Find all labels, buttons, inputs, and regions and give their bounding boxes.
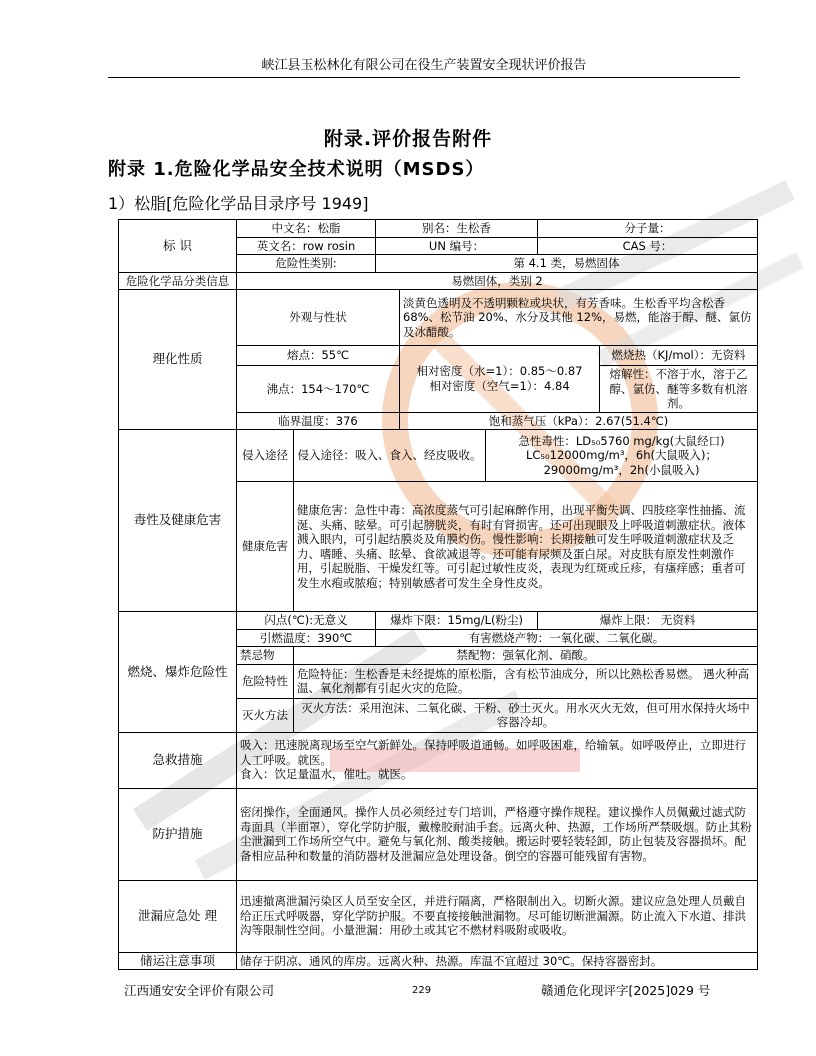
- alias: 别名：生松香: [376, 220, 538, 238]
- un-no: UN 编号：: [376, 237, 538, 255]
- appearance-value: 淡黄色透明及不透明颗粒或块状，有芳香味。生松香平均含松香 68%、松节油 20%、水分及其他 12%，易燃，能溶于醇、醚、氯仿及冰醋酸。: [400, 290, 758, 346]
- solubility: 熔解性：不溶于水，溶于乙醇、氯仿、醚等多数有机溶剂。: [600, 366, 758, 413]
- extinguish-value: 灭火方法：采用泡沫、二氧化碳、干粉、砂土灭火。用水灭火无效，但可用水保持火场中容器冷却。: [294, 698, 758, 732]
- boiling-point: 沸点：154～170℃: [237, 366, 400, 413]
- cn-name: 中文名：松脂: [237, 220, 376, 238]
- combustion-products: 有害燃烧产物：一氧化碳、二氧化碳。: [376, 629, 758, 647]
- footer-doc-number: 赣通危化现评字[2025]029 号: [541, 983, 711, 998]
- combustion-heat: 燃烧热（KJ/mol）：无资料: [600, 346, 758, 366]
- contraindication-label: 禁忌物: [237, 647, 294, 665]
- appendix-title: 附录 1.危险化学品安全技术说明（MSDS）: [108, 159, 485, 180]
- appearance-label: 外观与性状: [237, 290, 400, 346]
- footer-company: 江西通安安全评价有限公司: [124, 983, 275, 998]
- extinguish-label: 灭火方法: [237, 698, 294, 732]
- contraindication-value: 禁配物：强氧化剂、硝酸。: [294, 647, 758, 665]
- melting-point: 熔点：55℃: [237, 346, 400, 366]
- en-name: 英文名：row rosin: [237, 237, 376, 255]
- flash-point: 闪点(℃):无意义: [237, 612, 376, 630]
- identity-label: 标 识: [119, 220, 237, 273]
- density-water: 相对密度（水=1）：0.85～0.87: [416, 364, 583, 379]
- hazard-category-label: 危险性类别:: [237, 255, 376, 273]
- classification-value: 易燃固体，类别 2: [237, 272, 758, 290]
- route-value: 侵入途径：吸入、食入、经皮吸收。: [294, 430, 486, 482]
- first-aid-label: 急救措施: [119, 732, 237, 788]
- section-title: 1）松脂[危险化学品目录序号 1949]: [108, 194, 369, 213]
- page-header: 峡江县玉松林化有限公司在役生产装置安全现状评价报告: [108, 57, 740, 78]
- route-label: 侵入途径: [237, 430, 294, 482]
- main-title: 附录.评价报告附件: [323, 128, 493, 150]
- leakage-value: 迅速撤离泄漏污染区人员至安全区，并进行隔离，严格限制出入。切断火源。建议应急处理人员戴自给正压式呼吸器，穿化学防护服。不要直接接触泄漏物。尽可能切断泄漏源。防止流入下水道、排洪沟等限制性空间。小量泄漏：用砂土或其它不燃材料吸附或吸收。: [237, 880, 758, 952]
- fire-label: 燃烧、爆炸危险性: [119, 612, 237, 733]
- storage-value: 储存于阴凉、通风的库房。远离火种、热源。库温不宜超过 30℃。保持容器密封。: [237, 952, 758, 970]
- density-air: 相对密度（空气=1）：4.84: [429, 378, 570, 393]
- health-value: 健康危害：急性中毒：高浓度蒸气可引起麻醉作用，出现平衡失调、四肢痉挛性抽搐、流涎、头痛、眩晕。可引起膀胱炎，有时有肾损害。还可出现眼及上呼吸道刺激症状。液体溅入眼内，可引起结膜炎及角膜灼伤。慢性影响：长期接触可发生呼吸道刺激症状及乏力、嗜睡、头痛、眩晕、食欲减退等。还可能有尿频及蛋白尿。对皮肤有原发性刺激作用，引起脱脂、干燥发红等。可引起过敏性皮炎，表现为红斑或丘疹，有瘙痒感；重者可发生水疱或脓疱；特别敏感者可发生全身性皮炎。: [294, 482, 758, 612]
- toxicity-label: 毒性及健康危害: [119, 430, 237, 612]
- first-aid-value: [237, 732, 758, 788]
- leakage-label: 泄漏应急处 理: [119, 880, 237, 952]
- hazard-char-label: 危险特性: [237, 664, 294, 698]
- protection-value: 密闭操作，全面通风。操作人员必须经过专门培训，严格遵守操作规程。建议操作人员佩戴过滤式防毒面具（半面罩），穿化学防护服，戴橡胶耐油手套。远离火种、热源，工作场所严禁吸烟。防止其粉尘泄漏到工作场所空气中。避免与氧化剂、酸类接触。搬运时要轻装轻卸，防止包装及容器损坏。配备相应品种和数量的消防器材及泄漏应急处理设备。倒空的容器可能残留有害物。: [237, 788, 758, 880]
- cas-no: CAS 号：: [538, 237, 758, 255]
- upper-explosion-limit: 爆炸上限： 无资料: [538, 612, 758, 630]
- first-aid-ingestion: 食入：饮足量温水，催吐。就医。: [240, 767, 413, 782]
- classification-label: 危险化学品分类信息: [119, 272, 237, 290]
- health-label: 健康危害: [237, 482, 294, 612]
- physchem-label: 理化性质: [119, 290, 237, 430]
- protection-label: 防护措施: [119, 788, 237, 880]
- lower-explosion-limit: 爆炸下限：15mg/L(粉尘): [376, 612, 538, 630]
- msds-table: [118, 219, 758, 970]
- first-aid-inhalation: 吸入：迅速脱离现场至空气新鲜处。保持呼吸道通畅。如呼吸困难，给输氧。如呼吸停止，立即进行人工呼吸。就医。: [240, 738, 746, 767]
- acute-toxicity: 急性毒性：LD₅₀5760 mg/kg(大鼠经口) LC₅₀12000mg/m³，6h(大鼠吸入)；29000mg/m³，2h(小鼠吸入): [486, 430, 758, 482]
- density-cell: [400, 346, 600, 413]
- storage-label: 储运注意事项: [119, 952, 237, 970]
- ignition-temp: 引燃温度：390℃: [237, 629, 376, 647]
- vapor-pressure: 饱和蒸气压（kPa）：2.67(51.4℃): [400, 412, 758, 430]
- footer-page-number: 229: [412, 985, 432, 996]
- mol-weight: 分子量：: [538, 220, 758, 238]
- critical-temp: 临界温度：376: [237, 412, 400, 430]
- hazard-char-value: 危险特征：生松香是未经提炼的原松脂，含有松节油成分，所以比熟松香易燃。 遇火种高温、氧化剂都有引起火灾的危险。: [294, 664, 758, 698]
- hazard-category-value: 第 4.1 类，易燃固体: [376, 255, 758, 273]
